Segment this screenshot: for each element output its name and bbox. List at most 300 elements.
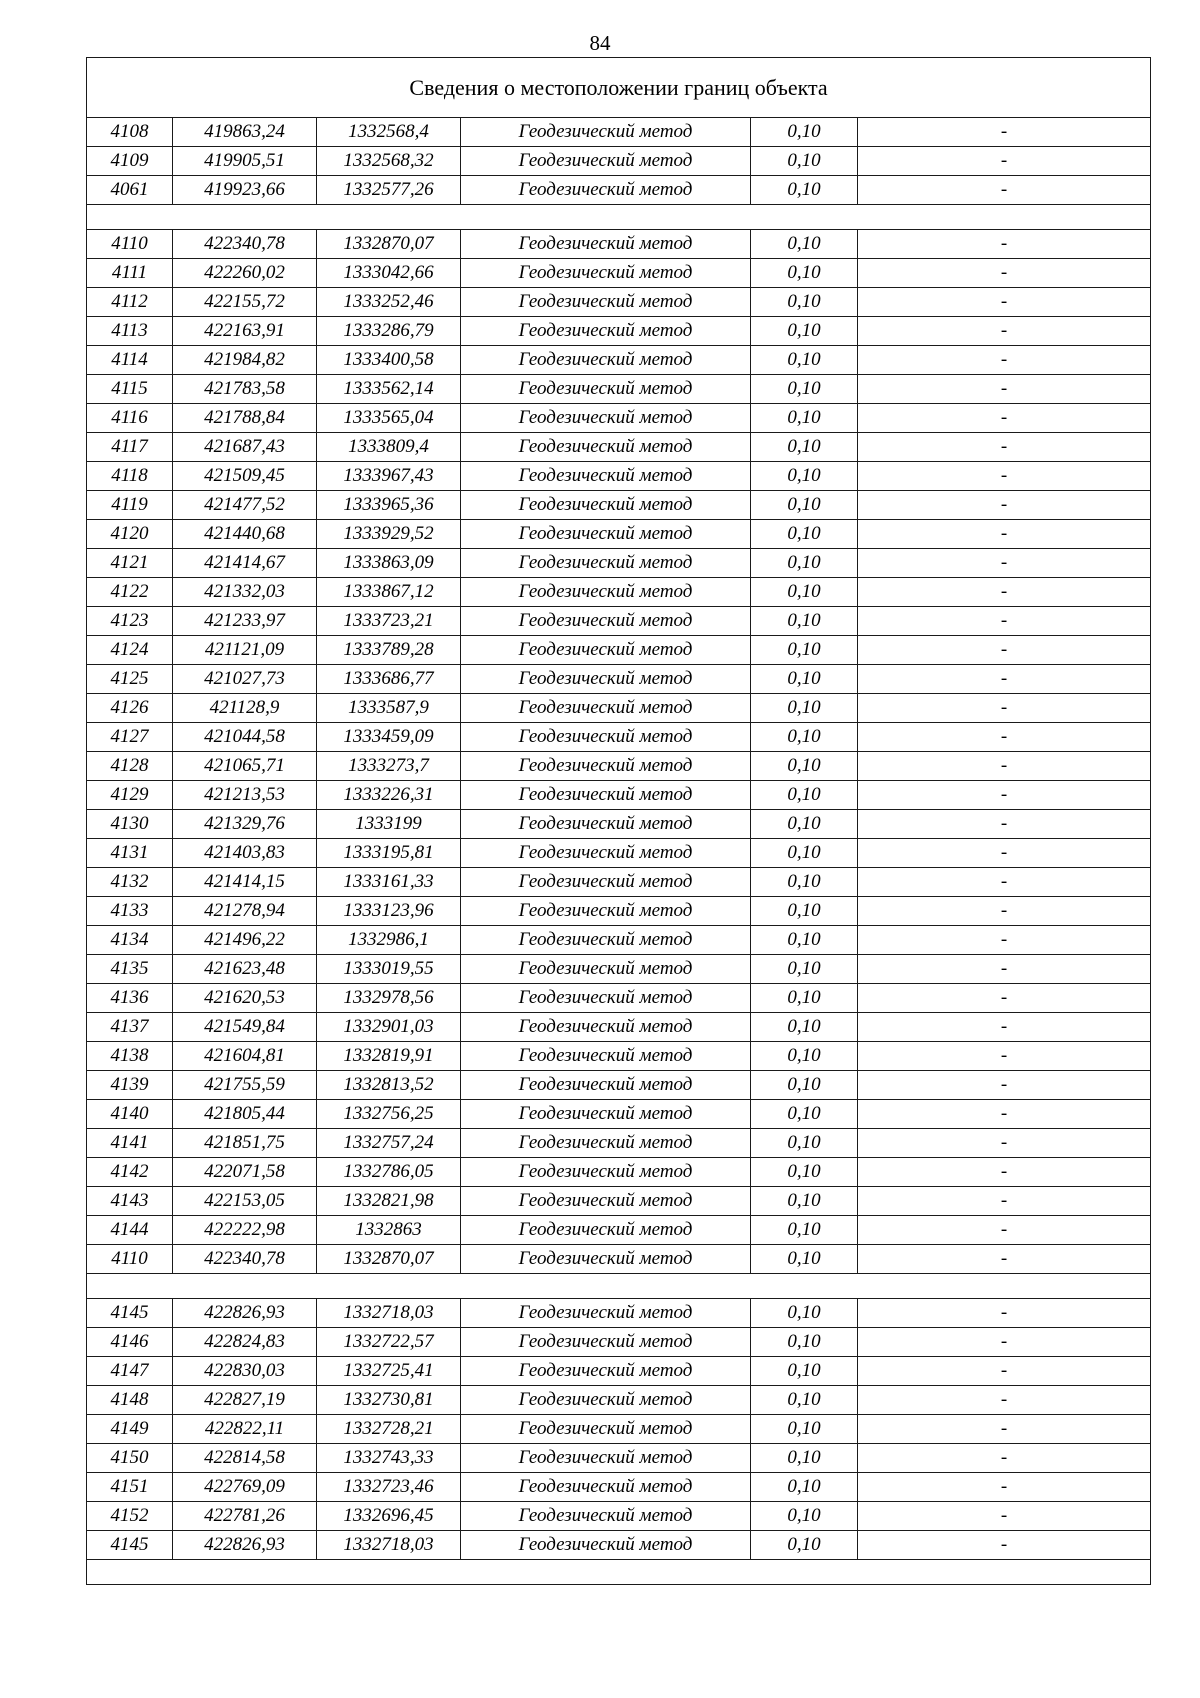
x-coordinate-cell: 422153,05 [173, 1187, 317, 1216]
accuracy-cell: 0,10 [751, 752, 858, 781]
accuracy-cell: 0,10 [751, 176, 858, 205]
table-row [87, 433, 1151, 462]
method-cell: Геодезический метод [461, 1328, 751, 1357]
method-cell: Геодезический метод [461, 607, 751, 636]
x-coordinate-cell: 421549,84 [173, 1013, 317, 1042]
point-number-cell: 4118 [87, 462, 173, 491]
accuracy-cell: 0,10 [751, 1473, 858, 1502]
accuracy-cell: 0,10 [751, 578, 858, 607]
accuracy-cell: 0,10 [751, 1216, 858, 1245]
point-number-cell: 4128 [87, 752, 173, 781]
x-coordinate-cell: 421805,44 [173, 1100, 317, 1129]
y-coordinate-cell: 1332728,21 [317, 1415, 461, 1444]
method-cell: Геодезический метод [461, 1444, 751, 1473]
point-number-cell: 4144 [87, 1216, 173, 1245]
y-coordinate-cell: 1332756,25 [317, 1100, 461, 1129]
method-cell: Геодезический метод [461, 955, 751, 984]
x-coordinate-cell: 422826,93 [173, 1299, 317, 1328]
x-coordinate-cell: 421128,9 [173, 694, 317, 723]
accuracy-cell: 0,10 [751, 375, 858, 404]
accuracy-cell: 0,10 [751, 520, 858, 549]
x-coordinate-cell: 421623,48 [173, 955, 317, 984]
description-cell: - [858, 549, 1151, 578]
y-coordinate-cell: 1333459,09 [317, 723, 461, 752]
point-number-cell: 4145 [87, 1299, 173, 1328]
accuracy-cell: 0,10 [751, 1042, 858, 1071]
point-number-cell: 4124 [87, 636, 173, 665]
description-cell: - [858, 491, 1151, 520]
point-number-cell: 4142 [87, 1158, 173, 1187]
y-coordinate-cell: 1332568,32 [317, 147, 461, 176]
page-number: 84 [589, 31, 611, 55]
y-coordinate-cell: 1333967,43 [317, 462, 461, 491]
method-cell: Геодезический метод [461, 868, 751, 897]
y-coordinate-cell: 1333789,28 [317, 636, 461, 665]
point-number-cell: 4122 [87, 578, 173, 607]
x-coordinate-cell: 421414,15 [173, 868, 317, 897]
point-number-cell: 4149 [87, 1415, 173, 1444]
point-number-cell: 4132 [87, 868, 173, 897]
accuracy-cell: 0,10 [751, 781, 858, 810]
point-number-cell: 4146 [87, 1328, 173, 1357]
description-cell: - [858, 665, 1151, 694]
point-number-cell: 4108 [87, 118, 173, 147]
point-number-cell: 4131 [87, 839, 173, 868]
table-row [87, 491, 1151, 520]
description-cell: - [858, 1129, 1151, 1158]
point-number-cell: 4141 [87, 1129, 173, 1158]
accuracy-cell: 0,10 [751, 1357, 858, 1386]
point-number-cell: 4134 [87, 926, 173, 955]
accuracy-cell: 0,10 [751, 288, 858, 317]
point-number-cell: 4119 [87, 491, 173, 520]
y-coordinate-cell: 1332813,52 [317, 1071, 461, 1100]
accuracy-cell: 0,10 [751, 118, 858, 147]
y-coordinate-cell: 1332718,03 [317, 1531, 461, 1560]
table-caption-row [87, 58, 1151, 118]
description-cell: - [858, 1158, 1151, 1187]
y-coordinate-cell: 1333965,36 [317, 491, 461, 520]
description-cell: - [858, 118, 1151, 147]
accuracy-cell: 0,10 [751, 955, 858, 984]
table-row [87, 1100, 1151, 1129]
point-number-cell: 4136 [87, 984, 173, 1013]
accuracy-cell: 0,10 [751, 1158, 858, 1187]
description-cell: - [858, 926, 1151, 955]
description-cell: - [858, 1299, 1151, 1328]
y-coordinate-cell: 1332863 [317, 1216, 461, 1245]
table-row [87, 230, 1151, 259]
description-cell: - [858, 1245, 1151, 1274]
accuracy-cell: 0,10 [751, 491, 858, 520]
accuracy-cell: 0,10 [751, 1444, 858, 1473]
table-row [87, 288, 1151, 317]
point-number-cell: 4130 [87, 810, 173, 839]
x-coordinate-cell: 421687,43 [173, 433, 317, 462]
y-coordinate-cell: 1333587,9 [317, 694, 461, 723]
method-cell: Геодезический метод [461, 1042, 751, 1071]
accuracy-cell: 0,10 [751, 346, 858, 375]
description-cell: - [858, 984, 1151, 1013]
accuracy-cell: 0,10 [751, 694, 858, 723]
group-separator-row [87, 1274, 1151, 1299]
description-cell: - [858, 897, 1151, 926]
table-row [87, 926, 1151, 955]
point-number-cell: 4148 [87, 1386, 173, 1415]
description-cell: - [858, 1013, 1151, 1042]
method-cell: Геодезический метод [461, 176, 751, 205]
x-coordinate-cell: 421329,76 [173, 810, 317, 839]
y-coordinate-cell: 1332870,07 [317, 230, 461, 259]
table-row [87, 810, 1151, 839]
method-cell: Геодезический метод [461, 1386, 751, 1415]
description-cell: - [858, 1042, 1151, 1071]
point-number-cell: 4113 [87, 317, 173, 346]
point-number-cell: 4123 [87, 607, 173, 636]
method-cell: Геодезический метод [461, 1531, 751, 1560]
method-cell: Геодезический метод [461, 404, 751, 433]
x-coordinate-cell: 421332,03 [173, 578, 317, 607]
table-row [87, 723, 1151, 752]
description-cell: - [858, 288, 1151, 317]
description-cell: - [858, 752, 1151, 781]
description-cell: - [858, 636, 1151, 665]
y-coordinate-cell: 1332725,41 [317, 1357, 461, 1386]
table-row [87, 868, 1151, 897]
x-coordinate-cell: 421851,75 [173, 1129, 317, 1158]
x-coordinate-cell: 419863,24 [173, 118, 317, 147]
table-row [87, 1245, 1151, 1274]
x-coordinate-cell: 421788,84 [173, 404, 317, 433]
method-cell: Геодезический метод [461, 1245, 751, 1274]
y-coordinate-cell: 1333042,66 [317, 259, 461, 288]
y-coordinate-cell: 1332577,26 [317, 176, 461, 205]
x-coordinate-cell: 421984,82 [173, 346, 317, 375]
x-coordinate-cell: 422340,78 [173, 1245, 317, 1274]
x-coordinate-cell: 421496,22 [173, 926, 317, 955]
table-row [87, 607, 1151, 636]
table-row [87, 176, 1151, 205]
method-cell: Геодезический метод [461, 288, 751, 317]
y-coordinate-cell: 1332723,46 [317, 1473, 461, 1502]
description-cell: - [858, 433, 1151, 462]
description-cell: - [858, 1071, 1151, 1100]
table-row [87, 1216, 1151, 1245]
accuracy-cell: 0,10 [751, 1386, 858, 1415]
accuracy-cell: 0,10 [751, 984, 858, 1013]
point-number-cell: 4117 [87, 433, 173, 462]
point-number-cell: 4133 [87, 897, 173, 926]
table-row [87, 1187, 1151, 1216]
method-cell: Геодезический метод [461, 230, 751, 259]
table-row [87, 462, 1151, 491]
x-coordinate-cell: 422781,26 [173, 1502, 317, 1531]
description-cell: - [858, 1216, 1151, 1245]
point-number-cell: 4126 [87, 694, 173, 723]
y-coordinate-cell: 1332986,1 [317, 926, 461, 955]
table-row [87, 1071, 1151, 1100]
group-separator-cell [87, 1274, 1151, 1299]
accuracy-cell: 0,10 [751, 636, 858, 665]
table-row [87, 1042, 1151, 1071]
table-row [87, 375, 1151, 404]
accuracy-cell: 0,10 [751, 1013, 858, 1042]
accuracy-cell: 0,10 [751, 1502, 858, 1531]
accuracy-cell: 0,10 [751, 1129, 858, 1158]
description-cell: - [858, 839, 1151, 868]
accuracy-cell: 0,10 [751, 549, 858, 578]
y-coordinate-cell: 1332901,03 [317, 1013, 461, 1042]
accuracy-cell: 0,10 [751, 665, 858, 694]
description-cell: - [858, 375, 1151, 404]
point-number-cell: 4114 [87, 346, 173, 375]
y-coordinate-cell: 1333019,55 [317, 955, 461, 984]
accuracy-cell: 0,10 [751, 1245, 858, 1274]
y-coordinate-cell: 1332757,24 [317, 1129, 461, 1158]
table-row [87, 578, 1151, 607]
y-coordinate-cell: 1332743,33 [317, 1444, 461, 1473]
table-row [87, 1415, 1151, 1444]
method-cell: Геодезический метод [461, 926, 751, 955]
y-coordinate-cell: 1333809,4 [317, 433, 461, 462]
table-row [87, 694, 1151, 723]
point-number-cell: 4111 [87, 259, 173, 288]
table-row [87, 781, 1151, 810]
table-row [87, 1444, 1151, 1473]
y-coordinate-cell: 1333723,21 [317, 607, 461, 636]
description-cell: - [858, 1357, 1151, 1386]
boundary-coordinates-table [86, 57, 1151, 1585]
method-cell: Геодезический метод [461, 147, 751, 176]
accuracy-cell: 0,10 [751, 259, 858, 288]
method-cell: Геодезический метод [461, 259, 751, 288]
x-coordinate-cell: 422222,98 [173, 1216, 317, 1245]
description-cell: - [858, 607, 1151, 636]
x-coordinate-cell: 422769,09 [173, 1473, 317, 1502]
x-coordinate-cell: 422824,83 [173, 1328, 317, 1357]
table-row [87, 1013, 1151, 1042]
method-cell: Геодезический метод [461, 752, 751, 781]
method-cell: Геодезический метод [461, 317, 751, 346]
x-coordinate-cell: 422071,58 [173, 1158, 317, 1187]
y-coordinate-cell: 1333562,14 [317, 375, 461, 404]
x-coordinate-cell: 421403,83 [173, 839, 317, 868]
y-coordinate-cell: 1332730,81 [317, 1386, 461, 1415]
point-number-cell: 4112 [87, 288, 173, 317]
point-number-cell: 4147 [87, 1357, 173, 1386]
x-coordinate-cell: 422155,72 [173, 288, 317, 317]
method-cell: Геодезический метод [461, 665, 751, 694]
table-row [87, 839, 1151, 868]
point-number-cell: 4140 [87, 1100, 173, 1129]
point-number-cell: 4138 [87, 1042, 173, 1071]
y-coordinate-cell: 1333123,96 [317, 897, 461, 926]
method-cell: Геодезический метод [461, 694, 751, 723]
method-cell: Геодезический метод [461, 1473, 751, 1502]
accuracy-cell: 0,10 [751, 839, 858, 868]
accuracy-cell: 0,10 [751, 1100, 858, 1129]
point-number-cell: 4120 [87, 520, 173, 549]
table-row [87, 1531, 1151, 1560]
x-coordinate-cell: 421213,53 [173, 781, 317, 810]
x-coordinate-cell: 421414,67 [173, 549, 317, 578]
table-row [87, 147, 1151, 176]
accuracy-cell: 0,10 [751, 317, 858, 346]
x-coordinate-cell: 422826,93 [173, 1531, 317, 1560]
group-separator-row [87, 1560, 1151, 1585]
description-cell: - [858, 1187, 1151, 1216]
x-coordinate-cell: 421620,53 [173, 984, 317, 1013]
description-cell: - [858, 578, 1151, 607]
y-coordinate-cell: 1332786,05 [317, 1158, 461, 1187]
y-coordinate-cell: 1333863,09 [317, 549, 461, 578]
table-row [87, 955, 1151, 984]
y-coordinate-cell: 1333195,81 [317, 839, 461, 868]
x-coordinate-cell: 422830,03 [173, 1357, 317, 1386]
x-coordinate-cell: 421044,58 [173, 723, 317, 752]
description-cell: - [858, 230, 1151, 259]
description-cell: - [858, 694, 1151, 723]
accuracy-cell: 0,10 [751, 404, 858, 433]
method-cell: Геодезический метод [461, 1013, 751, 1042]
table-row [87, 897, 1151, 926]
accuracy-cell: 0,10 [751, 926, 858, 955]
group-separator-row [87, 205, 1151, 230]
method-cell: Геодезический метод [461, 1216, 751, 1245]
y-coordinate-cell: 1333226,31 [317, 781, 461, 810]
accuracy-cell: 0,10 [751, 1328, 858, 1357]
description-cell: - [858, 317, 1151, 346]
table-row [87, 259, 1151, 288]
y-coordinate-cell: 1333273,7 [317, 752, 461, 781]
table-row [87, 665, 1151, 694]
table-row [87, 118, 1151, 147]
table-row [87, 520, 1151, 549]
table-row [87, 636, 1151, 665]
description-cell: - [858, 955, 1151, 984]
method-cell: Геодезический метод [461, 578, 751, 607]
x-coordinate-cell: 421440,68 [173, 520, 317, 549]
table-row [87, 1502, 1151, 1531]
point-number-cell: 4145 [87, 1531, 173, 1560]
accuracy-cell: 0,10 [751, 230, 858, 259]
method-cell: Геодезический метод [461, 636, 751, 665]
method-cell: Геодезический метод [461, 1415, 751, 1444]
table-row [87, 346, 1151, 375]
table-row [87, 317, 1151, 346]
description-cell: - [858, 1444, 1151, 1473]
x-coordinate-cell: 421509,45 [173, 462, 317, 491]
point-number-cell: 4115 [87, 375, 173, 404]
method-cell: Геодезический метод [461, 781, 751, 810]
y-coordinate-cell: 1332568,4 [317, 118, 461, 147]
group-separator-cell [87, 1560, 1151, 1585]
description-cell: - [858, 259, 1151, 288]
y-coordinate-cell: 1332821,98 [317, 1187, 461, 1216]
y-coordinate-cell: 1333867,12 [317, 578, 461, 607]
point-number-cell: 4139 [87, 1071, 173, 1100]
accuracy-cell: 0,10 [751, 462, 858, 491]
x-coordinate-cell: 422814,58 [173, 1444, 317, 1473]
accuracy-cell: 0,10 [751, 607, 858, 636]
method-cell: Геодезический метод [461, 897, 751, 926]
x-coordinate-cell: 421121,09 [173, 636, 317, 665]
description-cell: - [858, 1531, 1151, 1560]
table-row [87, 404, 1151, 433]
description-cell: - [858, 147, 1151, 176]
point-number-cell: 4135 [87, 955, 173, 984]
method-cell: Геодезический метод [461, 1100, 751, 1129]
description-cell: - [858, 781, 1151, 810]
x-coordinate-cell: 421755,59 [173, 1071, 317, 1100]
method-cell: Геодезический метод [461, 1129, 751, 1158]
point-number-cell: 4110 [87, 1245, 173, 1274]
x-coordinate-cell: 421278,94 [173, 897, 317, 926]
accuracy-cell: 0,10 [751, 1415, 858, 1444]
accuracy-cell: 0,10 [751, 723, 858, 752]
point-number-cell: 4125 [87, 665, 173, 694]
x-coordinate-cell: 421604,81 [173, 1042, 317, 1071]
x-coordinate-cell: 421477,52 [173, 491, 317, 520]
method-cell: Геодезический метод [461, 1357, 751, 1386]
accuracy-cell: 0,10 [751, 1299, 858, 1328]
method-cell: Геодезический метод [461, 375, 751, 404]
description-cell: - [858, 1100, 1151, 1129]
point-number-cell: 4109 [87, 147, 173, 176]
group-separator-cell [87, 205, 1151, 230]
table-row [87, 1158, 1151, 1187]
table-row [87, 984, 1151, 1013]
method-cell: Геодезический метод [461, 462, 751, 491]
table-row [87, 549, 1151, 578]
method-cell: Геодезический метод [461, 346, 751, 375]
x-coordinate-cell: 419923,66 [173, 176, 317, 205]
accuracy-cell: 0,10 [751, 897, 858, 926]
x-coordinate-cell: 422822,11 [173, 1415, 317, 1444]
description-cell: - [858, 1502, 1151, 1531]
point-number-cell: 4143 [87, 1187, 173, 1216]
accuracy-cell: 0,10 [751, 1187, 858, 1216]
method-cell: Геодезический метод [461, 1187, 751, 1216]
method-cell: Геодезический метод [461, 520, 751, 549]
table-row [87, 752, 1151, 781]
x-coordinate-cell: 419905,51 [173, 147, 317, 176]
point-number-cell: 4061 [87, 176, 173, 205]
description-cell: - [858, 404, 1151, 433]
x-coordinate-cell: 421065,71 [173, 752, 317, 781]
method-cell: Геодезический метод [461, 723, 751, 752]
y-coordinate-cell: 1332978,56 [317, 984, 461, 1013]
y-coordinate-cell: 1332722,57 [317, 1328, 461, 1357]
description-cell: - [858, 462, 1151, 491]
y-coordinate-cell: 1332718,03 [317, 1299, 461, 1328]
method-cell: Геодезический метод [461, 433, 751, 462]
method-cell: Геодезический метод [461, 549, 751, 578]
x-coordinate-cell: 421783,58 [173, 375, 317, 404]
method-cell: Геодезический метод [461, 984, 751, 1013]
method-cell: Геодезический метод [461, 491, 751, 520]
point-number-cell: 4121 [87, 549, 173, 578]
point-number-cell: 4110 [87, 230, 173, 259]
point-number-cell: 4151 [87, 1473, 173, 1502]
y-coordinate-cell: 1333199 [317, 810, 461, 839]
point-number-cell: 4137 [87, 1013, 173, 1042]
y-coordinate-cell: 1333686,77 [317, 665, 461, 694]
method-cell: Геодезический метод [461, 1071, 751, 1100]
table-row [87, 1473, 1151, 1502]
y-coordinate-cell: 1333286,79 [317, 317, 461, 346]
point-number-cell: 4116 [87, 404, 173, 433]
